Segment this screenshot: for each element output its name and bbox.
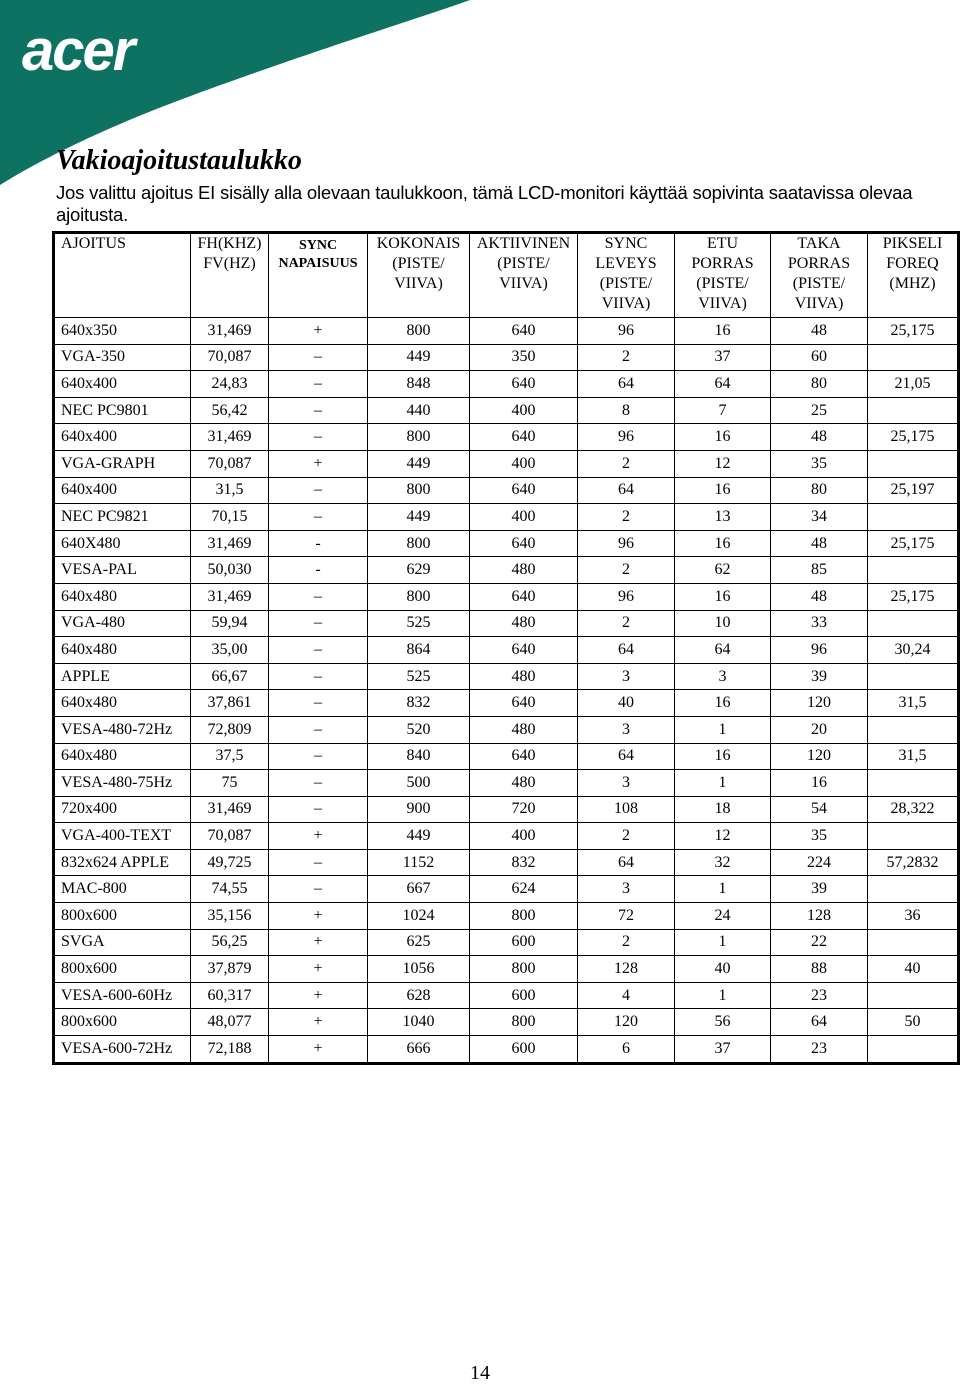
cell-back-porch: 120 [771,690,868,717]
cell-back-porch: 54 [771,796,868,823]
cell-back-porch: 33 [771,610,868,637]
cell-mode: 720x400 [54,796,191,823]
cell-mode: 640x480 [54,583,191,610]
cell-sync-width: 64 [578,743,675,770]
cell-mode: VESA-480-72Hz [54,716,191,743]
cell-pixel-freq [868,344,959,371]
cell-mode: NEC PC9801 [54,397,191,424]
cell-fh-fv: 37,879 [191,956,269,983]
cell-pixel-freq [868,770,959,797]
cell-active: 640 [470,424,578,451]
cell-pixel-freq [868,716,959,743]
cell-total: 900 [368,796,470,823]
cell-sync-width: 72 [578,903,675,930]
cell-back-porch: 96 [771,637,868,664]
cell-total: 800 [368,477,470,504]
cell-sync-width: 40 [578,690,675,717]
cell-fh-fv: 70,087 [191,344,269,371]
table-row [54,397,959,424]
cell-mode: VESA-480-75Hz [54,770,191,797]
cell-fh-fv: 70,15 [191,504,269,531]
cell-active: 832 [470,849,578,876]
cell-total: 840 [368,743,470,770]
cell-front-porch: 7 [675,397,771,424]
cell-mode: 640x480 [54,743,191,770]
cell-back-porch: 120 [771,743,868,770]
header-etu-porras: ETU PORRAS (PISTE/ VIIVA) [675,233,771,318]
cell-front-porch: 56 [675,1009,771,1036]
cell-pixel-freq: 36 [868,903,959,930]
cell-mode: VESA-600-72Hz [54,1036,191,1064]
cell-pixel-freq: 50 [868,1009,959,1036]
table-body [54,318,959,1064]
cell-sync-width: 3 [578,876,675,903]
cell-front-porch: 24 [675,903,771,930]
cell-back-porch: 128 [771,903,868,930]
cell-active: 400 [470,397,578,424]
cell-total: 1056 [368,956,470,983]
cell-sync-width: 6 [578,1036,675,1064]
cell-sync-polarity: – [269,770,368,797]
cell-mode: 640x400 [54,371,191,398]
cell-fh-fv: 35,00 [191,637,269,664]
table-row [54,530,959,557]
cell-mode: 640x400 [54,424,191,451]
cell-sync-polarity: + [269,1009,368,1036]
cell-total: 500 [368,770,470,797]
cell-sync-polarity: + [269,956,368,983]
timing-table [52,231,960,1065]
cell-total: 667 [368,876,470,903]
cell-active: 600 [470,982,578,1009]
cell-pixel-freq: 28,322 [868,796,959,823]
cell-fh-fv: 59,94 [191,610,269,637]
cell-total: 864 [368,637,470,664]
cell-fh-fv: 60,317 [191,982,269,1009]
cell-active: 400 [470,823,578,850]
cell-sync-width: 2 [578,504,675,531]
cell-sync-polarity: + [269,1036,368,1064]
cell-front-porch: 16 [675,743,771,770]
table-row [54,823,959,850]
cell-active: 640 [470,637,578,664]
cell-pixel-freq: 31,5 [868,743,959,770]
cell-sync-width: 64 [578,637,675,664]
cell-sync-width: 3 [578,770,675,797]
cell-total: 629 [368,557,470,584]
cell-front-porch: 37 [675,344,771,371]
cell-sync-width: 3 [578,663,675,690]
header-sync-leveys: SYNC LEVEYS (PISTE/ VIIVA) [578,233,675,318]
cell-front-porch: 62 [675,557,771,584]
cell-pixel-freq: 25,175 [868,583,959,610]
cell-total: 1040 [368,1009,470,1036]
cell-pixel-freq: 25,175 [868,530,959,557]
cell-fh-fv: 31,469 [191,796,269,823]
cell-sync-polarity: – [269,504,368,531]
table-row [54,929,959,956]
cell-sync-polarity: – [269,424,368,451]
cell-sync-width: 96 [578,530,675,557]
cell-front-porch: 12 [675,823,771,850]
cell-front-porch: 1 [675,876,771,903]
cell-mode: 640x480 [54,637,191,664]
cell-pixel-freq [868,982,959,1009]
cell-mode: 800x600 [54,1009,191,1036]
cell-sync-width: 2 [578,557,675,584]
cell-front-porch: 37 [675,1036,771,1064]
cell-sync-width: 120 [578,1009,675,1036]
table-header-row [54,233,959,318]
cell-back-porch: 35 [771,823,868,850]
cell-fh-fv: 50,030 [191,557,269,584]
cell-sync-polarity: – [269,796,368,823]
cell-total: 848 [368,371,470,398]
cell-mode: VGA-400-TEXT [54,823,191,850]
cell-active: 640 [470,583,578,610]
cell-active: 800 [470,956,578,983]
cell-pixel-freq [868,876,959,903]
cell-active: 600 [470,1036,578,1064]
cell-active: 640 [470,743,578,770]
cell-total: 800 [368,583,470,610]
cell-sync-polarity: – [269,371,368,398]
table-row [54,663,959,690]
cell-pixel-freq [868,663,959,690]
cell-pixel-freq [868,504,959,531]
cell-front-porch: 16 [675,424,771,451]
cell-pixel-freq [868,397,959,424]
cell-pixel-freq: 40 [868,956,959,983]
cell-total: 449 [368,344,470,371]
cell-total: 800 [368,318,470,345]
cell-fh-fv: 74,55 [191,876,269,903]
cell-total: 1152 [368,849,470,876]
cell-sync-width: 96 [578,424,675,451]
cell-back-porch: 23 [771,1036,868,1064]
table-row [54,424,959,451]
cell-active: 640 [470,690,578,717]
acer-logo: acer [22,18,134,83]
cell-sync-width: 4 [578,982,675,1009]
cell-pixel-freq [868,610,959,637]
cell-front-porch: 13 [675,504,771,531]
cell-front-porch: 1 [675,982,771,1009]
cell-mode: 832x624 APPLE [54,849,191,876]
cell-back-porch: 16 [771,770,868,797]
cell-back-porch: 64 [771,1009,868,1036]
cell-front-porch: 16 [675,318,771,345]
cell-sync-polarity: – [269,637,368,664]
cell-active: 400 [470,450,578,477]
cell-sync-width: 108 [578,796,675,823]
cell-fh-fv: 37,5 [191,743,269,770]
cell-back-porch: 48 [771,424,868,451]
table-row [54,583,959,610]
table-row [54,956,959,983]
cell-mode: VGA-GRAPH [54,450,191,477]
cell-sync-width: 96 [578,318,675,345]
page-title: Vakioajoitustaulukko [56,145,302,176]
cell-back-porch: 224 [771,849,868,876]
header-aktiivinen: AKTIIVINEN (PISTE/ VIIVA) [470,233,578,318]
cell-sync-width: 2 [578,344,675,371]
cell-pixel-freq [868,557,959,584]
cell-mode: NEC PC9821 [54,504,191,531]
cell-front-porch: 10 [675,610,771,637]
cell-sync-polarity: – [269,849,368,876]
cell-mode: MAC-800 [54,876,191,903]
table-row [54,796,959,823]
cell-sync-polarity: – [269,397,368,424]
cell-pixel-freq [868,1036,959,1064]
cell-pixel-freq [868,450,959,477]
cell-front-porch: 64 [675,371,771,398]
cell-active: 480 [470,716,578,743]
cell-sync-width: 96 [578,583,675,610]
cell-fh-fv: 37,861 [191,690,269,717]
cell-fh-fv: 56,42 [191,397,269,424]
cell-mode: 640x400 [54,477,191,504]
table-row [54,344,959,371]
cell-front-porch: 32 [675,849,771,876]
cell-mode: VGA-350 [54,344,191,371]
cell-sync-polarity: – [269,743,368,770]
cell-fh-fv: 48,077 [191,1009,269,1036]
table-row [54,637,959,664]
cell-sync-polarity: + [269,823,368,850]
cell-mode: SVGA [54,929,191,956]
cell-total: 449 [368,823,470,850]
cell-sync-width: 64 [578,849,675,876]
cell-back-porch: 23 [771,982,868,1009]
intro-paragraph: Jos valittu ajoitus EI sisälly alla olevaan taulukkoon, tämä LCD-monitori käyttää sopivinta saatavissa olevaa ajoitusta. [56,182,913,225]
cell-active: 480 [470,610,578,637]
cell-front-porch: 16 [675,530,771,557]
cell-pixel-freq: 57,2832 [868,849,959,876]
cell-sync-polarity: – [269,690,368,717]
table-row [54,849,959,876]
cell-sync-polarity: + [269,450,368,477]
cell-sync-width: 64 [578,477,675,504]
cell-active: 400 [470,504,578,531]
cell-back-porch: 60 [771,344,868,371]
cell-front-porch: 16 [675,690,771,717]
cell-front-porch: 12 [675,450,771,477]
cell-sync-polarity: + [269,929,368,956]
cell-active: 480 [470,557,578,584]
cell-back-porch: 85 [771,557,868,584]
cell-total: 525 [368,610,470,637]
cell-sync-polarity: – [269,716,368,743]
cell-front-porch: 1 [675,716,771,743]
header-taka-porras: TAKA PORRAS (PISTE/ VIIVA) [771,233,868,318]
table-row [54,450,959,477]
page-number: 14 [470,1362,490,1384]
table-row [54,876,959,903]
cell-total: 800 [368,424,470,451]
cell-back-porch: 34 [771,504,868,531]
cell-mode: APPLE [54,663,191,690]
cell-back-porch: 35 [771,450,868,477]
cell-fh-fv: 31,5 [191,477,269,504]
cell-pixel-freq: 25,197 [868,477,959,504]
cell-sync-polarity: + [269,903,368,930]
cell-front-porch: 1 [675,929,771,956]
cell-back-porch: 48 [771,318,868,345]
cell-sync-width: 2 [578,823,675,850]
cell-fh-fv: 24,83 [191,371,269,398]
cell-fh-fv: 31,469 [191,530,269,557]
cell-back-porch: 48 [771,530,868,557]
table-row [54,903,959,930]
cell-total: 525 [368,663,470,690]
cell-front-porch: 64 [675,637,771,664]
cell-front-porch: 1 [675,770,771,797]
cell-active: 720 [470,796,578,823]
cell-fh-fv: 31,469 [191,583,269,610]
cell-sync-width: 2 [578,610,675,637]
table-row [54,557,959,584]
cell-active: 640 [470,477,578,504]
cell-sync-polarity: – [269,583,368,610]
cell-fh-fv: 35,156 [191,903,269,930]
cell-fh-fv: 31,469 [191,318,269,345]
table-row [54,318,959,345]
cell-back-porch: 39 [771,663,868,690]
cell-fh-fv: 31,469 [191,424,269,451]
cell-front-porch: 18 [675,796,771,823]
cell-back-porch: 80 [771,477,868,504]
cell-sync-polarity: – [269,610,368,637]
table-row [54,743,959,770]
cell-fh-fv: 72,809 [191,716,269,743]
cell-back-porch: 22 [771,929,868,956]
cell-fh-fv: 66,67 [191,663,269,690]
cell-pixel-freq: 30,24 [868,637,959,664]
table-row [54,477,959,504]
cell-fh-fv: 70,087 [191,450,269,477]
cell-total: 832 [368,690,470,717]
cell-active: 640 [470,530,578,557]
cell-mode: 640x350 [54,318,191,345]
cell-fh-fv: 49,725 [191,849,269,876]
cell-active: 640 [470,371,578,398]
cell-front-porch: 16 [675,583,771,610]
table-row [54,504,959,531]
table-row [54,770,959,797]
cell-active: 800 [470,1009,578,1036]
header-ajoitus: AJOITUS [54,233,191,318]
cell-mode: 800x600 [54,956,191,983]
cell-front-porch: 16 [675,477,771,504]
cell-active: 640 [470,318,578,345]
header-kokonais: KOKONAIS (PISTE/ VIIVA) [368,233,470,318]
cell-sync-polarity: – [269,477,368,504]
cell-total: 1024 [368,903,470,930]
cell-sync-polarity: – [269,876,368,903]
cell-back-porch: 88 [771,956,868,983]
cell-front-porch: 3 [675,663,771,690]
cell-pixel-freq: 31,5 [868,690,959,717]
cell-back-porch: 39 [771,876,868,903]
cell-sync-polarity: – [269,663,368,690]
header-sync-napaisuus: SYNC NAPAISUUS [269,233,368,318]
cell-total: 449 [368,504,470,531]
cell-mode: 640x480 [54,690,191,717]
cell-sync-polarity: + [269,318,368,345]
cell-sync-polarity: - [269,557,368,584]
cell-mode: 640X480 [54,530,191,557]
cell-total: 666 [368,1036,470,1064]
cell-mode: VESA-600-60Hz [54,982,191,1009]
cell-sync-polarity: + [269,982,368,1009]
cell-pixel-freq: 21,05 [868,371,959,398]
cell-total: 628 [368,982,470,1009]
cell-pixel-freq [868,823,959,850]
cell-total: 440 [368,397,470,424]
table-row [54,716,959,743]
cell-fh-fv: 72,188 [191,1036,269,1064]
cell-sync-width: 8 [578,397,675,424]
table-row [54,982,959,1009]
cell-sync-polarity: – [269,344,368,371]
cell-front-porch: 40 [675,956,771,983]
cell-active: 350 [470,344,578,371]
cell-sync-width: 64 [578,371,675,398]
cell-fh-fv: 70,087 [191,823,269,850]
cell-total: 800 [368,530,470,557]
cell-total: 449 [368,450,470,477]
cell-total: 625 [368,929,470,956]
cell-active: 480 [470,663,578,690]
cell-active: 600 [470,929,578,956]
cell-active: 624 [470,876,578,903]
cell-back-porch: 80 [771,371,868,398]
table-row [54,610,959,637]
cell-back-porch: 20 [771,716,868,743]
table-row [54,1036,959,1064]
table-row [54,690,959,717]
cell-pixel-freq [868,929,959,956]
cell-sync-width: 2 [578,450,675,477]
cell-total: 520 [368,716,470,743]
table-row [54,1009,959,1036]
cell-mode: 800x600 [54,903,191,930]
cell-back-porch: 48 [771,583,868,610]
cell-sync-width: 128 [578,956,675,983]
header-pikseli-foreq: PIKSELI FOREQ (MHZ) [868,233,959,318]
cell-fh-fv: 75 [191,770,269,797]
cell-fh-fv: 56,25 [191,929,269,956]
cell-mode: VGA-480 [54,610,191,637]
cell-pixel-freq: 25,175 [868,318,959,345]
cell-mode: VESA-PAL [54,557,191,584]
cell-active: 480 [470,770,578,797]
cell-pixel-freq: 25,175 [868,424,959,451]
table-row [54,371,959,398]
cell-active: 800 [470,903,578,930]
header-fh-fv: FH(KHZ) FV(HZ) [191,233,269,318]
cell-sync-polarity: - [269,530,368,557]
cell-back-porch: 25 [771,397,868,424]
cell-sync-width: 2 [578,929,675,956]
cell-sync-width: 3 [578,716,675,743]
